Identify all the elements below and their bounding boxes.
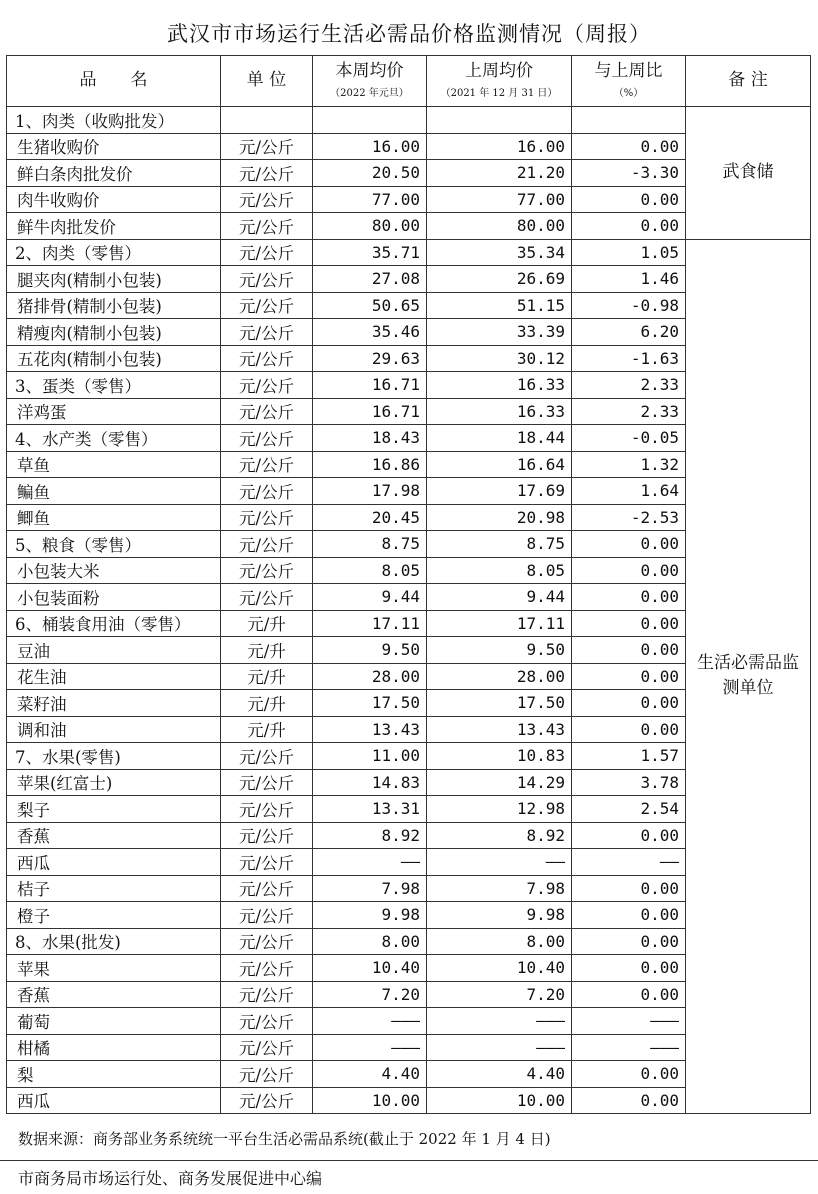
unit-cell: 元/公斤 <box>221 557 313 584</box>
this-week-price-cell: 9.44 <box>313 584 427 611</box>
remark-cell-monitor-unit: 生活必需品监测单位 <box>686 239 811 1114</box>
last-week-price-cell: 12.98 <box>427 796 572 823</box>
this-week-price-cell: 8.75 <box>313 531 427 558</box>
change-percent-cell: 0.00 <box>572 557 686 584</box>
unit-cell: 元/公斤 <box>221 769 313 796</box>
item-name-cell: 菜籽油 <box>7 690 221 717</box>
header-remark: 备 注 <box>686 56 811 107</box>
this-week-price-cell: 14.83 <box>313 769 427 796</box>
item-name-cell: 2、肉类（零售） <box>7 239 221 266</box>
this-week-price-cell: 80.00 <box>313 213 427 240</box>
this-week-price-cell <box>313 107 427 134</box>
this-week-price-cell: 77.00 <box>313 186 427 213</box>
last-week-price-cell: 13.43 <box>427 716 572 743</box>
item-name-cell: 鲜白条肉批发价 <box>7 160 221 187</box>
item-name-cell: 生猪收购价 <box>7 133 221 160</box>
item-name-cell: 鳊鱼 <box>7 478 221 505</box>
unit-cell: 元/公斤 <box>221 955 313 982</box>
last-week-price-cell: 80.00 <box>427 213 572 240</box>
unit-cell: 元/公斤 <box>221 849 313 876</box>
change-percent-cell: 0.00 <box>572 955 686 982</box>
this-week-price-cell: 13.31 <box>313 796 427 823</box>
this-week-price-cell: 8.00 <box>313 928 427 955</box>
last-week-price-cell: 51.15 <box>427 292 572 319</box>
unit-cell: 元/公斤 <box>221 319 313 346</box>
this-week-price-cell: 16.86 <box>313 451 427 478</box>
item-name-cell: 西瓜 <box>7 849 221 876</box>
remark-cell-wushichu: 武食储 <box>686 107 811 240</box>
change-percent-cell: 0.00 <box>572 981 686 1008</box>
change-percent-cell: 0.00 <box>572 133 686 160</box>
unit-cell: 元/公斤 <box>221 504 313 531</box>
this-week-price-cell: ——— <box>313 1008 427 1035</box>
page-title: 武汉市市场运行生活必需品价格监测情况（周报） <box>167 22 651 46</box>
item-name-cell: 豆油 <box>7 637 221 664</box>
last-week-price-cell: 18.44 <box>427 425 572 452</box>
last-week-price-cell: 10.40 <box>427 955 572 982</box>
item-name-cell: 梨子 <box>7 796 221 823</box>
item-name-cell: 五花肉(精制小包装) <box>7 345 221 372</box>
last-week-price-cell: 16.33 <box>427 398 572 425</box>
change-percent-cell: 0.00 <box>572 690 686 717</box>
unit-cell: 元/升 <box>221 716 313 743</box>
item-name-cell: 桔子 <box>7 875 221 902</box>
last-week-price-cell: 28.00 <box>427 663 572 690</box>
item-name-cell: 苹果 <box>7 955 221 982</box>
last-week-price-cell: —— <box>427 849 572 876</box>
this-week-price-cell: 28.00 <box>313 663 427 690</box>
item-name-cell: 苹果(红富士) <box>7 769 221 796</box>
this-week-price-cell: 17.11 <box>313 610 427 637</box>
change-percent-cell: 1.57 <box>572 743 686 770</box>
last-week-price-cell: 35.34 <box>427 239 572 266</box>
unit-cell: 元/升 <box>221 610 313 637</box>
last-week-price-cell: 20.98 <box>427 504 572 531</box>
last-week-price-cell: 8.00 <box>427 928 572 955</box>
this-week-price-cell: 20.50 <box>313 160 427 187</box>
category-row <box>7 239 811 266</box>
this-week-price-cell: 8.92 <box>313 822 427 849</box>
item-name-cell: 鲫鱼 <box>7 504 221 531</box>
change-percent-cell: ——— <box>572 1034 686 1061</box>
last-week-price-cell: 16.64 <box>427 451 572 478</box>
unit-cell: 元/公斤 <box>221 478 313 505</box>
last-week-price-cell: 8.75 <box>427 531 572 558</box>
change-percent-cell: 2.33 <box>572 372 686 399</box>
last-week-price-cell: 77.00 <box>427 186 572 213</box>
header-change-label: 与上周比 <box>594 61 663 82</box>
unit-cell: 元/公斤 <box>221 425 313 452</box>
last-week-price-cell: 4.40 <box>427 1061 572 1088</box>
unit-cell: 元/公斤 <box>221 160 313 187</box>
item-name-cell: 3、蛋类（零售） <box>7 372 221 399</box>
change-percent-cell <box>572 107 686 134</box>
item-name-cell: 香蕉 <box>7 822 221 849</box>
change-percent-cell: -0.05 <box>572 425 686 452</box>
change-percent-cell: -2.53 <box>572 504 686 531</box>
change-percent-cell: -1.63 <box>572 345 686 372</box>
price-table <box>6 55 811 1114</box>
last-week-price-cell: 8.92 <box>427 822 572 849</box>
item-name-cell: 西瓜 <box>7 1087 221 1114</box>
change-percent-cell: 0.00 <box>572 902 686 929</box>
this-week-price-cell: 10.40 <box>313 955 427 982</box>
change-percent-cell: 1.64 <box>572 478 686 505</box>
change-percent-cell: ——— <box>572 1008 686 1035</box>
this-week-price-cell: 16.71 <box>313 372 427 399</box>
unit-cell: 元/公斤 <box>221 1087 313 1114</box>
this-week-price-cell: 35.71 <box>313 239 427 266</box>
item-name-cell: 葡萄 <box>7 1008 221 1035</box>
last-week-price-cell: 17.50 <box>427 690 572 717</box>
item-name-cell: 7、水果(零售) <box>7 743 221 770</box>
unit-cell: 元/公斤 <box>221 133 313 160</box>
this-week-price-cell: ——— <box>313 1034 427 1061</box>
footer-divider <box>0 1160 818 1161</box>
change-percent-cell: 6.20 <box>572 319 686 346</box>
last-week-price-cell: 26.69 <box>427 266 572 293</box>
last-week-price-cell: 8.05 <box>427 557 572 584</box>
change-percent-cell: 0.00 <box>572 531 686 558</box>
change-percent-cell: 0.00 <box>572 637 686 664</box>
this-week-price-cell: 29.63 <box>313 345 427 372</box>
data-source-note: 数据来源：商务部业务系统统一平台生活必需品系统(截止于 2022 年 1 月 4 日) <box>18 1130 551 1148</box>
last-week-price-cell: 9.44 <box>427 584 572 611</box>
change-percent-cell: 0.00 <box>572 610 686 637</box>
this-week-price-cell: 35.46 <box>313 319 427 346</box>
unit-cell: 元/公斤 <box>221 1008 313 1035</box>
this-week-price-cell: 17.98 <box>313 478 427 505</box>
unit-cell: 元/公斤 <box>221 981 313 1008</box>
change-percent-cell: 2.33 <box>572 398 686 425</box>
last-week-price-cell: 33.39 <box>427 319 572 346</box>
change-percent-cell: —— <box>572 849 686 876</box>
change-percent-cell: 0.00 <box>572 186 686 213</box>
this-week-price-cell: 7.98 <box>313 875 427 902</box>
last-week-price-cell: 14.29 <box>427 769 572 796</box>
unit-cell: 元/公斤 <box>221 372 313 399</box>
item-name-cell: 草鱼 <box>7 451 221 478</box>
item-name-cell: 洋鸡蛋 <box>7 398 221 425</box>
item-name-cell: 腿夹肉(精制小包装) <box>7 266 221 293</box>
unit-cell: 元/公斤 <box>221 902 313 929</box>
unit-cell: 元/公斤 <box>221 584 313 611</box>
this-week-price-cell: 7.20 <box>313 981 427 1008</box>
header-change <box>572 56 686 107</box>
item-name-cell: 花生油 <box>7 663 221 690</box>
unit-cell: 元/公斤 <box>221 875 313 902</box>
last-week-price-cell: ——— <box>427 1008 572 1035</box>
last-week-price-cell: 16.00 <box>427 133 572 160</box>
last-week-price-cell: 10.83 <box>427 743 572 770</box>
last-week-price-cell: 9.98 <box>427 902 572 929</box>
unit-cell: 元/公斤 <box>221 398 313 425</box>
this-week-price-cell: 13.43 <box>313 716 427 743</box>
editor-note: 市商务局市场运行处、商务发展促进中心编 <box>18 1169 323 1188</box>
last-week-price-cell: 9.50 <box>427 637 572 664</box>
last-week-price-cell: 30.12 <box>427 345 572 372</box>
header-unit: 单 位 <box>221 56 313 107</box>
change-percent-cell: -0.98 <box>572 292 686 319</box>
item-name-cell: 橙子 <box>7 902 221 929</box>
item-name-cell: 6、桶装食用油（零售） <box>7 610 221 637</box>
item-name-cell: 小包装大米 <box>7 557 221 584</box>
change-percent-cell: 0.00 <box>572 875 686 902</box>
this-week-price-cell: 11.00 <box>313 743 427 770</box>
item-name-cell: 小包装面粉 <box>7 584 221 611</box>
this-week-price-cell: 18.43 <box>313 425 427 452</box>
item-name-cell: 8、水果(批发) <box>7 928 221 955</box>
this-week-price-cell: 17.50 <box>313 690 427 717</box>
unit-cell: 元/公斤 <box>221 345 313 372</box>
header-name: 品 名 <box>7 56 221 107</box>
item-name-cell: 香蕉 <box>7 981 221 1008</box>
last-week-price-cell: 21.20 <box>427 160 572 187</box>
header-last-week-date: （2021 年 12 月 31 日） <box>440 88 558 100</box>
change-percent-cell: 0.00 <box>572 928 686 955</box>
header-last-week <box>427 56 572 107</box>
change-percent-cell: 3.78 <box>572 769 686 796</box>
item-name-cell: 5、粮食（零售） <box>7 531 221 558</box>
change-percent-cell: 0.00 <box>572 1087 686 1114</box>
this-week-price-cell: 10.00 <box>313 1087 427 1114</box>
header-this-week-label: 本周均价 <box>335 61 404 82</box>
this-week-price-cell: 9.50 <box>313 637 427 664</box>
unit-cell: 元/公斤 <box>221 186 313 213</box>
change-percent-cell: 0.00 <box>572 716 686 743</box>
this-week-price-cell: 27.08 <box>313 266 427 293</box>
this-week-price-cell: 50.65 <box>313 292 427 319</box>
unit-cell: 元/公斤 <box>221 928 313 955</box>
change-percent-cell: 2.54 <box>572 796 686 823</box>
change-percent-cell: 1.05 <box>572 239 686 266</box>
item-name-cell: 1、肉类（收购批发） <box>7 107 221 134</box>
last-week-price-cell: 17.69 <box>427 478 572 505</box>
change-percent-cell: 0.00 <box>572 584 686 611</box>
change-percent-cell: 0.00 <box>572 213 686 240</box>
change-percent-cell: 0.00 <box>572 1061 686 1088</box>
last-week-price-cell: ——— <box>427 1034 572 1061</box>
item-name-cell: 调和油 <box>7 716 221 743</box>
unit-cell: 元/升 <box>221 690 313 717</box>
unit-cell: 元/公斤 <box>221 1061 313 1088</box>
change-percent-cell: -3.30 <box>572 160 686 187</box>
this-week-price-cell: 4.40 <box>313 1061 427 1088</box>
category-row <box>7 107 811 134</box>
last-week-price-cell: 17.11 <box>427 610 572 637</box>
change-percent-cell: 1.46 <box>572 266 686 293</box>
item-name-cell: 柑橘 <box>7 1034 221 1061</box>
item-name-cell: 肉牛收购价 <box>7 186 221 213</box>
last-week-price-cell: 16.33 <box>427 372 572 399</box>
last-week-price-cell <box>427 107 572 134</box>
this-week-price-cell: 8.05 <box>313 557 427 584</box>
unit-cell: 元/公斤 <box>221 266 313 293</box>
unit-cell: 元/公斤 <box>221 239 313 266</box>
change-percent-cell: 0.00 <box>572 663 686 690</box>
this-week-price-cell: 9.98 <box>313 902 427 929</box>
unit-cell: 元/公斤 <box>221 1034 313 1061</box>
unit-cell: 元/公斤 <box>221 531 313 558</box>
item-name-cell: 鲜牛肉批发价 <box>7 213 221 240</box>
unit-cell <box>221 107 313 134</box>
unit-cell: 元/升 <box>221 663 313 690</box>
header-row <box>7 56 811 107</box>
unit-cell: 元/公斤 <box>221 292 313 319</box>
unit-cell: 元/公斤 <box>221 213 313 240</box>
item-name-cell: 精瘦肉(精制小包装) <box>7 319 221 346</box>
this-week-price-cell: 16.00 <box>313 133 427 160</box>
unit-cell: 元/公斤 <box>221 796 313 823</box>
last-week-price-cell: 7.98 <box>427 875 572 902</box>
change-percent-cell: 1.32 <box>572 451 686 478</box>
unit-cell: 元/公斤 <box>221 743 313 770</box>
change-percent-cell: 0.00 <box>572 822 686 849</box>
header-this-week-date: （2022 年元旦） <box>330 88 409 100</box>
this-week-price-cell: —— <box>313 849 427 876</box>
this-week-price-cell: 16.71 <box>313 398 427 425</box>
last-week-price-cell: 10.00 <box>427 1087 572 1114</box>
item-name-cell: 梨 <box>7 1061 221 1088</box>
item-name-cell: 4、水产类（零售） <box>7 425 221 452</box>
item-name-cell: 猪排骨(精制小包装) <box>7 292 221 319</box>
unit-cell: 元/升 <box>221 637 313 664</box>
this-week-price-cell: 20.45 <box>313 504 427 531</box>
header-last-week-label: 上周均价 <box>465 61 533 82</box>
last-week-price-cell: 7.20 <box>427 981 572 1008</box>
unit-cell: 元/公斤 <box>221 822 313 849</box>
header-this-week <box>313 56 427 107</box>
header-change-unit: （%） <box>613 88 644 100</box>
unit-cell: 元/公斤 <box>221 451 313 478</box>
